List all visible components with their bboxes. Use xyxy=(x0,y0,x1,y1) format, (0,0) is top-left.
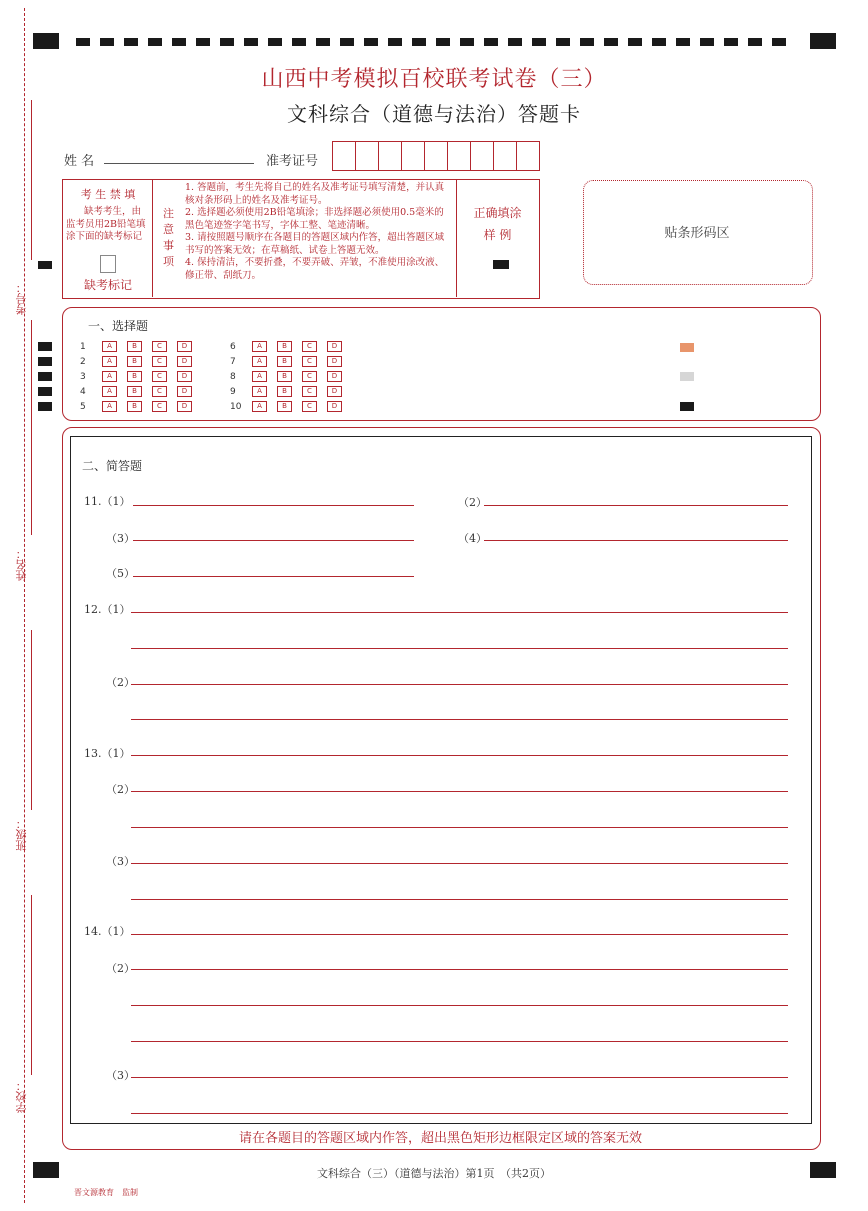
notice-title: 注意事项 xyxy=(163,207,174,268)
choice-number: 2 xyxy=(80,357,86,367)
choice-5-option-b[interactable]: B xyxy=(127,401,142,412)
margin-class-label: 班级： xyxy=(15,818,28,851)
choice-5-option-a[interactable]: A xyxy=(102,401,117,412)
sample-title: 正确填涂 xyxy=(473,206,522,220)
q12-answer-line[interactable] xyxy=(131,684,788,685)
q12-answer-line[interactable] xyxy=(131,719,788,720)
q14-answer-line[interactable] xyxy=(131,1077,788,1078)
page-subtitle: 文科综合（道德与法治）答题卡 xyxy=(287,102,581,126)
q11-part-2: （2） xyxy=(458,496,487,509)
choice-10-option-c[interactable]: C xyxy=(302,401,317,412)
choice-8-option-d[interactable]: D xyxy=(327,371,342,382)
choice-row-3 xyxy=(80,371,202,382)
q13-answer-line[interactable] xyxy=(131,791,788,792)
q11-part-4: （4） xyxy=(458,532,487,545)
sample-title-2: 样 例 xyxy=(483,228,512,242)
choice-4-option-b[interactable]: B xyxy=(127,386,142,397)
page-title: 山西中考模拟百校联考试卷（三） xyxy=(261,67,607,92)
footer-maker: 晋文源教育 监制 xyxy=(74,1188,138,1197)
choice-10-option-a[interactable]: A xyxy=(252,401,267,412)
sample-black-mark xyxy=(680,402,694,411)
choice-1-option-c[interactable]: C xyxy=(152,341,167,352)
q12-answer-line[interactable] xyxy=(131,612,788,613)
q13-part-3: （3） xyxy=(106,855,135,868)
choice-5-option-d[interactable]: D xyxy=(177,401,192,412)
notice-item: 1. 答题前，考生先将自己的姓名及准考证号填写清楚，并认真核对条形码上的姓名及准考证号。 xyxy=(185,182,445,206)
q14-answer-line[interactable] xyxy=(131,969,788,970)
choice-1-option-d[interactable]: D xyxy=(177,341,192,352)
q14-answer-line[interactable] xyxy=(131,1113,788,1114)
choice-row-4 xyxy=(80,386,202,397)
q11-number xyxy=(84,493,131,509)
choice-number: 3 xyxy=(80,372,86,382)
margin-name-label: 姓名： xyxy=(15,548,28,581)
warning-text: 请在各题目的答题区域内作答，超出黑色矩形边框限定区域的答案无效 xyxy=(238,1131,642,1146)
timing-mark xyxy=(38,372,52,381)
short-answer-title: 二、简答题 xyxy=(82,459,143,473)
margin-line xyxy=(31,100,32,260)
name-label: 姓 名 xyxy=(64,154,95,169)
q14-part-1: （1） xyxy=(101,925,131,938)
choice-row-8 xyxy=(230,371,352,382)
choice-row-9 xyxy=(230,386,352,397)
choice-9-option-c[interactable]: C xyxy=(302,386,317,397)
choice-4-option-a[interactable]: A xyxy=(102,386,117,397)
choice-4-option-c[interactable]: C xyxy=(152,386,167,397)
q14-part-2: （2） xyxy=(106,962,135,975)
choice-9-option-b[interactable]: B xyxy=(277,386,292,397)
sample-orange-mark xyxy=(680,343,694,352)
q13-answer-line[interactable] xyxy=(131,755,788,756)
notice-item: 4. 保持清洁，不要折叠，不要弄破、弄皱，不准使用涂改液、修正带、刮纸刀。 xyxy=(185,257,445,281)
choice-1-option-a[interactable]: A xyxy=(102,341,117,352)
choice-8-option-c[interactable]: C xyxy=(302,371,317,382)
margin-line xyxy=(31,320,32,535)
q14-answer-line[interactable] xyxy=(131,1041,788,1042)
q11-answer-line-1[interactable] xyxy=(133,505,414,506)
choice-7-option-d[interactable]: D xyxy=(327,356,342,367)
choice-6-option-a[interactable]: A xyxy=(252,341,267,352)
q12-part-2: （2） xyxy=(106,676,135,689)
notice-item: 2. 选择题必须使用2B铅笔填涂；非选择题必须使用0.5毫米的黑色笔迹签字笔书写，字体工整、笔迹清晰。 xyxy=(185,207,444,231)
exam-id-cells[interactable] xyxy=(332,141,540,169)
choice-7-option-a[interactable]: A xyxy=(252,356,267,367)
seal-line xyxy=(24,8,25,1203)
q11-answer-line-5[interactable] xyxy=(133,576,414,577)
choice-3-option-c[interactable]: C xyxy=(152,371,167,382)
choice-row-10 xyxy=(230,401,352,412)
exam-id-label: 准考证号 xyxy=(266,154,319,169)
q12-part-1: （1） xyxy=(101,603,131,616)
choice-title: 一、选择题 xyxy=(88,319,149,333)
choice-number: 10 xyxy=(230,402,242,412)
q13-answer-line[interactable] xyxy=(131,899,788,900)
margin-exam-no-label: 考号： xyxy=(15,282,28,315)
timing-mark xyxy=(38,342,52,351)
choice-row-7 xyxy=(230,356,352,367)
choice-6-option-c[interactable]: C xyxy=(302,341,317,352)
q11-no: 11. xyxy=(84,495,102,508)
q13-answer-line[interactable] xyxy=(131,827,788,828)
choice-8-option-b[interactable]: B xyxy=(277,371,292,382)
q13-number xyxy=(84,745,131,761)
notice-item: 3. 请按照题号顺序在各题目的答题区域内作答，超出答题区域书写的答案无效；在草稿纸、试卷上答题无效。 xyxy=(185,232,445,256)
q13-answer-line[interactable] xyxy=(131,863,788,864)
info-box-divider xyxy=(152,179,153,297)
q14-no: 14. xyxy=(84,925,102,938)
margin-line xyxy=(31,630,32,810)
choice-9-option-a[interactable]: A xyxy=(252,386,267,397)
choice-number: 9 xyxy=(230,387,236,397)
q14-answer-line[interactable] xyxy=(131,934,788,935)
choice-2-option-a[interactable]: A xyxy=(102,356,117,367)
q12-number xyxy=(84,601,131,617)
position-mark xyxy=(38,261,52,269)
margin-line xyxy=(31,895,32,1075)
choice-2-option-c[interactable]: C xyxy=(152,356,167,367)
choice-2-option-d[interactable]: D xyxy=(177,356,192,367)
sample-gray-mark xyxy=(680,372,694,381)
corner-mark-top-right xyxy=(810,33,836,49)
choice-number: 6 xyxy=(230,342,236,352)
choice-10-option-d[interactable]: D xyxy=(327,401,342,412)
sample-filled-mark xyxy=(493,260,509,269)
choice-7-option-b[interactable]: B xyxy=(277,356,292,367)
timing-mark-bar xyxy=(76,38,788,46)
q13-part-1: （1） xyxy=(101,747,131,760)
choice-row-5 xyxy=(80,401,202,412)
forbid-text: 缺考考生，由监考员用2B铅笔填涂下面的缺考标记 xyxy=(66,206,146,242)
timing-mark xyxy=(38,387,52,396)
choice-6-option-d[interactable]: D xyxy=(327,341,342,352)
q11-answer-line-2[interactable] xyxy=(484,505,788,506)
absent-mark-label: 缺考标记 xyxy=(83,278,132,292)
q11-answer-line-3[interactable] xyxy=(133,540,414,541)
choice-3-option-d[interactable]: D xyxy=(177,371,192,382)
choice-5-option-c[interactable]: C xyxy=(152,401,167,412)
choice-number: 4 xyxy=(80,387,86,397)
barcode-label: 贴条形码区 xyxy=(664,226,730,241)
choice-3-option-a[interactable]: A xyxy=(102,371,117,382)
choice-1-option-b[interactable]: B xyxy=(127,341,142,352)
q13-no: 13. xyxy=(84,747,102,760)
choice-8-option-a[interactable]: A xyxy=(252,371,267,382)
choice-number: 1 xyxy=(80,342,86,352)
q11-part-3: （3） xyxy=(106,532,135,545)
choice-6-option-b[interactable]: B xyxy=(277,341,292,352)
footer-page-info: 文科综合（三）（道德与法治）第1页 （共2页） xyxy=(317,1167,551,1180)
choice-3-option-b[interactable]: B xyxy=(127,371,142,382)
q12-answer-line[interactable] xyxy=(131,648,788,649)
name-input[interactable] xyxy=(104,163,254,164)
timing-mark xyxy=(38,357,52,366)
notice-list xyxy=(185,182,451,282)
q12-no: 12. xyxy=(84,603,102,616)
q11-part-5: （5） xyxy=(106,567,135,580)
choice-number: 5 xyxy=(80,402,86,412)
choice-2-option-b[interactable]: B xyxy=(127,356,142,367)
q14-answer-line[interactable] xyxy=(131,1005,788,1006)
choice-row-2 xyxy=(80,356,202,367)
choice-number: 7 xyxy=(230,357,236,367)
q14-number xyxy=(84,923,131,939)
choice-row-6 xyxy=(230,341,352,352)
absent-mark-box[interactable] xyxy=(100,255,116,273)
forbid-title: 考 生 禁 填 xyxy=(80,188,136,201)
choice-number: 8 xyxy=(230,372,236,382)
choice-9-option-d[interactable]: D xyxy=(327,386,342,397)
margin-school-label: 学校： xyxy=(15,1080,28,1113)
choice-10-option-b[interactable]: B xyxy=(277,401,292,412)
q11-answer-line-4[interactable] xyxy=(484,540,788,541)
q13-part-2: （2） xyxy=(106,783,135,796)
q14-part-3: （3） xyxy=(106,1069,135,1082)
choice-4-option-d[interactable]: D xyxy=(177,386,192,397)
timing-mark xyxy=(38,402,52,411)
choice-row-1 xyxy=(80,341,202,352)
choice-7-option-c[interactable]: C xyxy=(302,356,317,367)
corner-mark-top-left xyxy=(33,33,59,49)
q11-part-1: （1） xyxy=(101,495,131,508)
